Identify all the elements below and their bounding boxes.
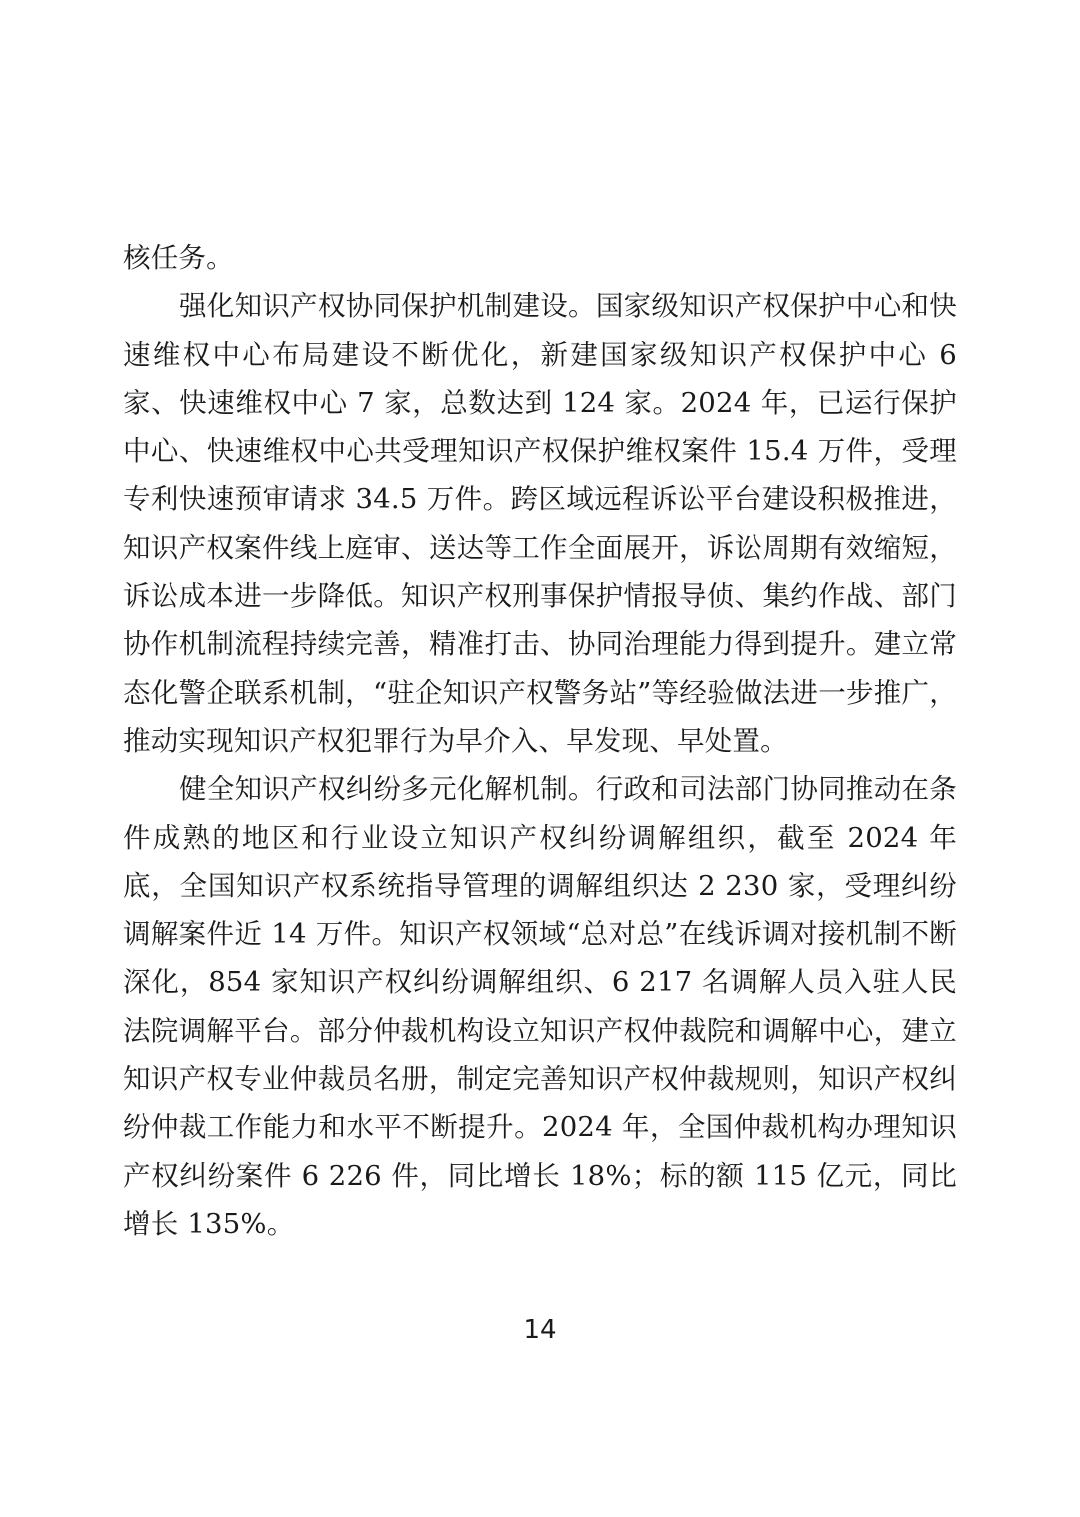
body-text xyxy=(123,234,957,1248)
paragraph-dispute-resolution: 健全知识产权纠纷多元化解机制。行政和司法部门协同推动在条件成熟的地区和行业设立知识产权纠纷调解组织，截至 2024 年底，全国知识产权系统指导管理的调解组织达 2 230 家，受理纠纷调解案件近 14 万件。知识产权领域“总对总”在线诉调对接机制不断深化，854 家知识产权纠纷调解组织、6 217 名调解人员入驻人民法院调解平台。部分仲裁机构设立知识产权仲裁院和调解中心，建立知识产权专业仲裁员名册，制定完善知识产权仲裁规则，知识产权纠纷仲裁工作能力和水平不断提升。2024 年，全国仲裁机构办理知识产权纠纷案件 6 226 件，同比增长 18%；标的额 115 亿元，同比增长 135%。 xyxy=(123,773,957,1240)
page-number: 14 xyxy=(523,1315,557,1345)
paragraph-coordinated-protection: 强化知识产权协同保护机制建设。国家级知识产权保护中心和快速维权中心布局建设不断优化，新建国家级知识产权保护中心 6 家、快速维权中心 7 家，总数达到 124 家。2024 年，已运行保护中心、快速维权中心共受理知识产权保护维权案件 15.4 万件，受理专利快速预审请求 34.5 万件。跨区域远程诉讼平台建设积极推进，知识产权案件线上庭审、送达等工作全面展开，诉讼周期有效缩短，诉讼成本进一步降低。知识产权刑事保护情报导侦、集约作战、部门协作机制流程持续完善，精准打击、协同治理能力得到提升。建立常态化警企联系机制，“驻企知识产权警务站”等经验做法进一步推广，推动实现知识产权犯罪行为早介入、早发现、早处置。 xyxy=(123,290,957,757)
paragraph-continuation: 核任务。 xyxy=(123,242,234,274)
